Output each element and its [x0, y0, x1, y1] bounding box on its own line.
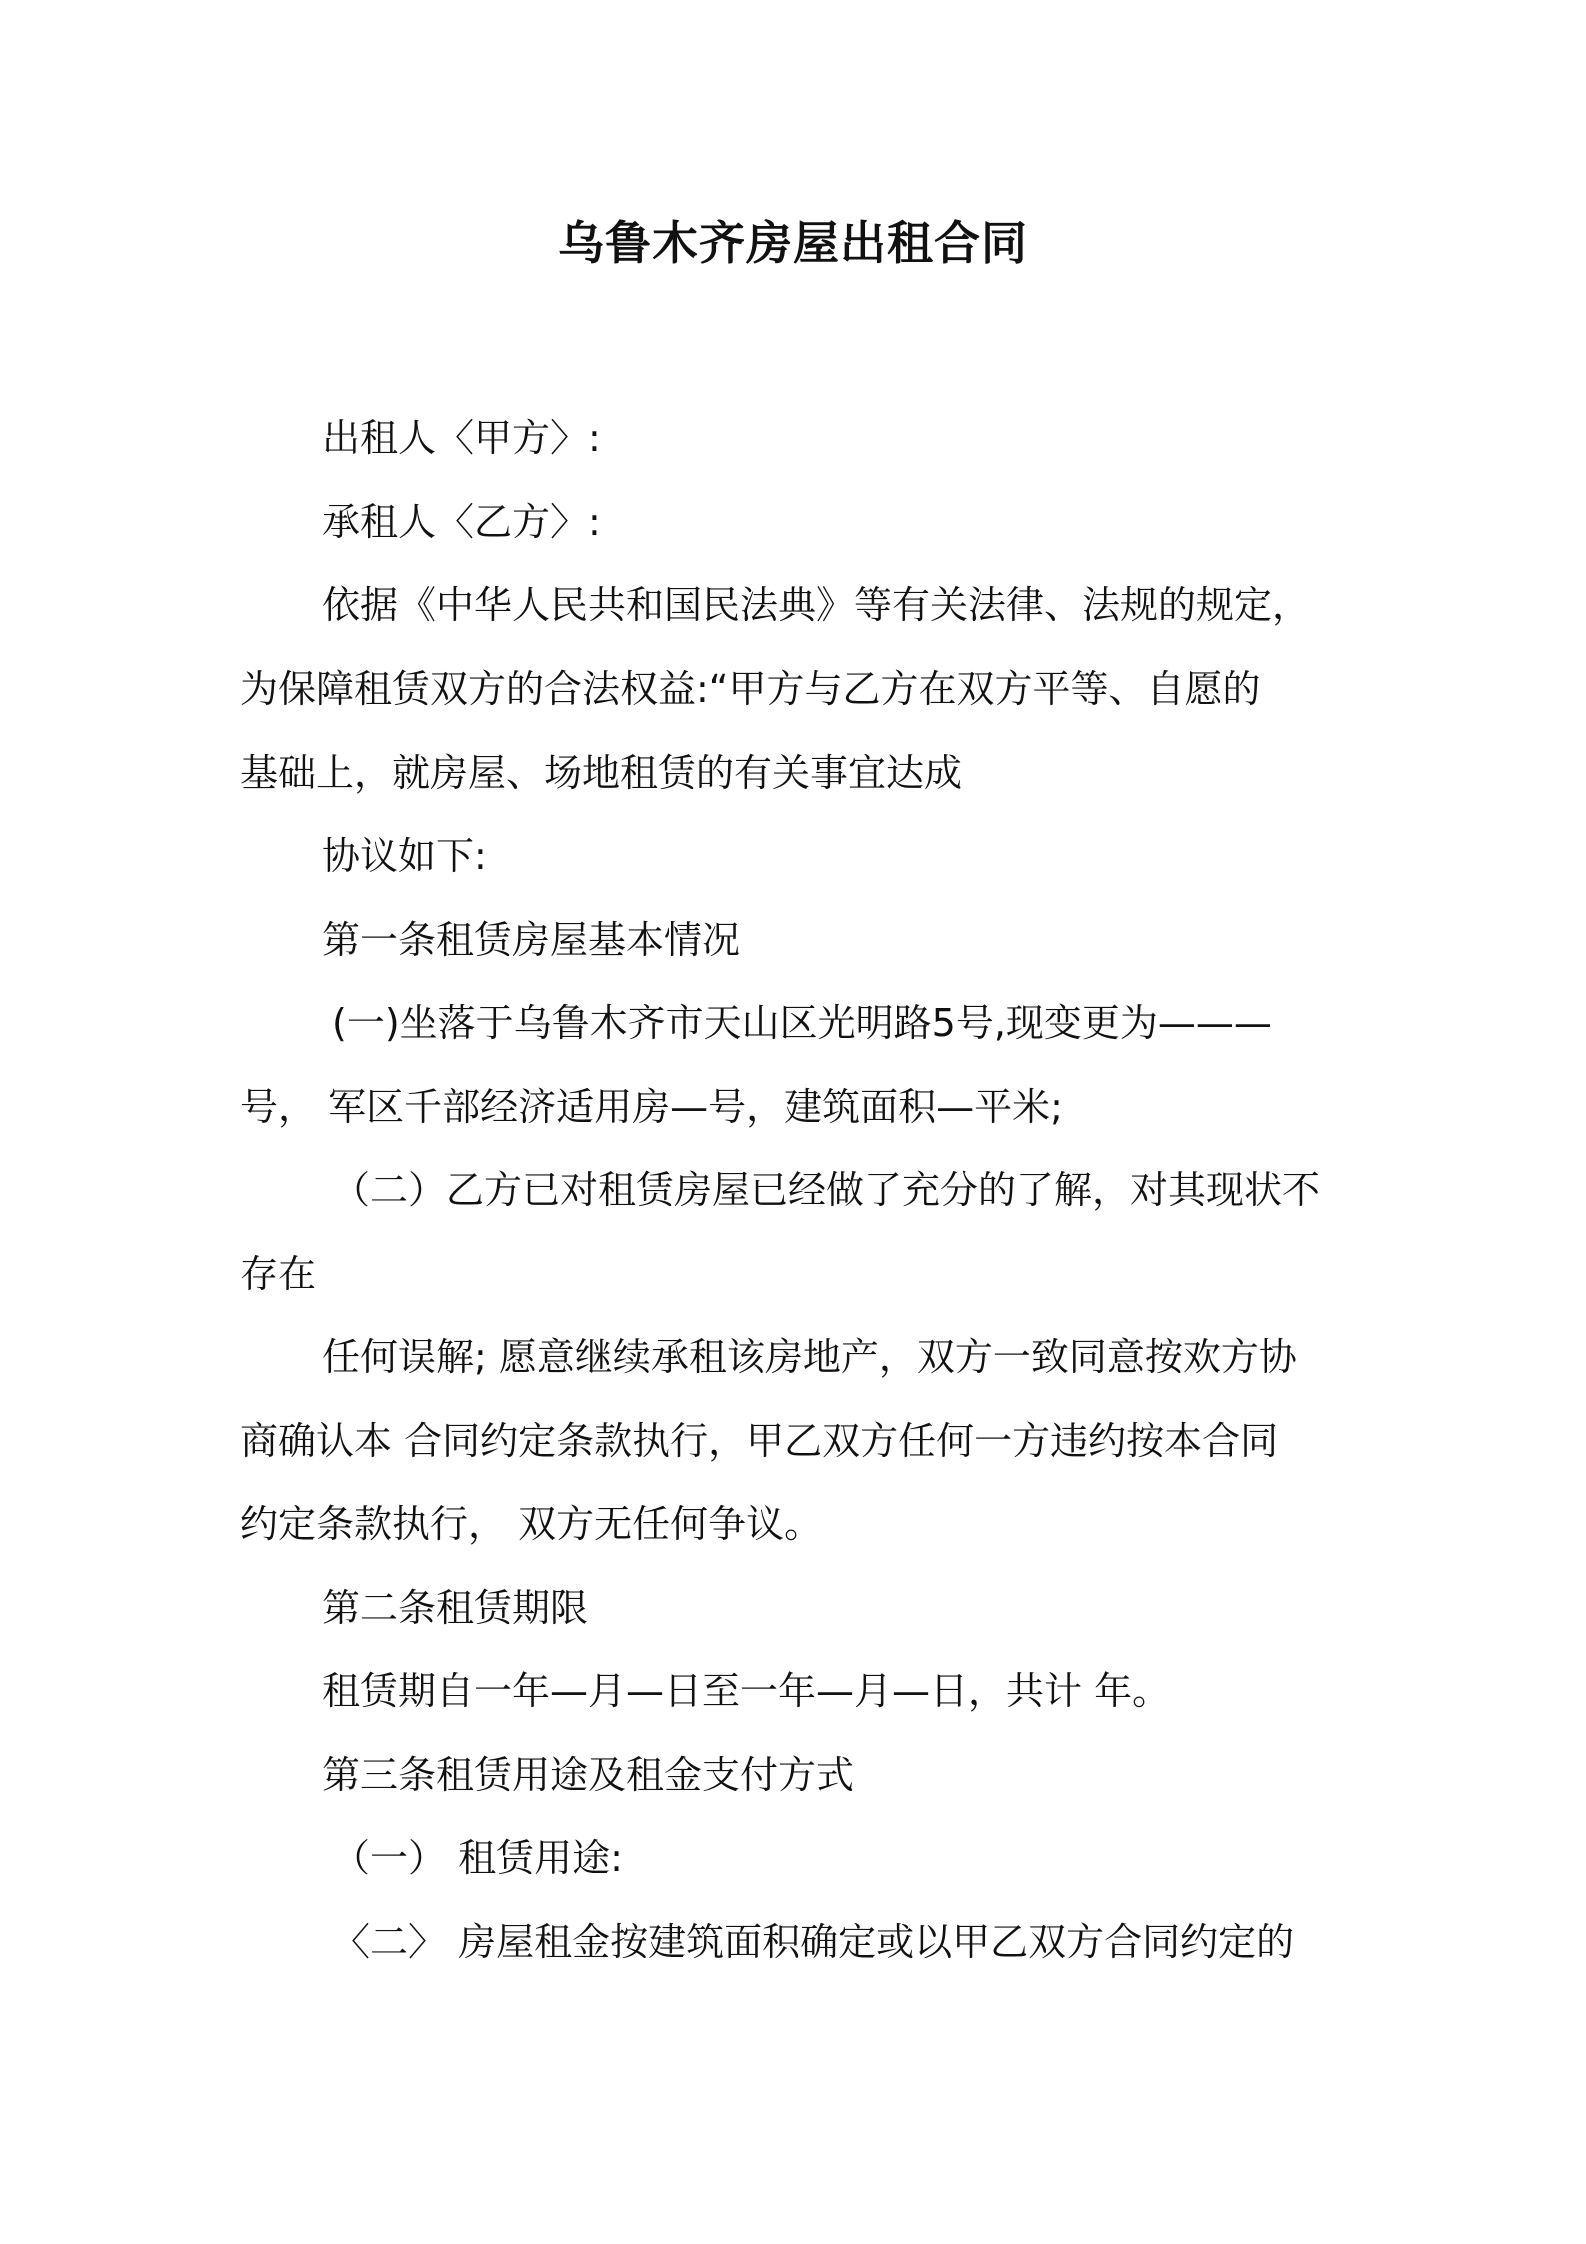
preamble-line-2: 为保障租赁双方的合法权益:“甲方与乙方在双方平等、自愿的: [240, 667, 1261, 711]
article-1-item-1-line-2: 号， 军区千部经济适用房—号，建筑面积—平米;: [240, 1085, 1063, 1129]
preamble-line-1: 依据《中华人民共和国民法典》等有关法律、法规的规定，: [322, 583, 1311, 627]
article-1-item-2-line-3: 任何误解; 愿意继续承租该房地产，双方一致同意按欢方协: [322, 1335, 1297, 1379]
article-1-item-2-line-4: 商确认本 合同约定条款执行，甲乙双方任何一方违约按本合同: [240, 1419, 1279, 1463]
article-1-item-2-line-5: 约定条款执行， 双方无任何争议。: [240, 1502, 823, 1546]
agreement-intro: 协议如下:: [322, 834, 487, 878]
article-3-item-1: （一） 租赁用途:: [332, 1836, 623, 1880]
lease-term-line: 租赁期自一年—月—日至一年—月—日，共计 年。: [322, 1669, 1171, 1713]
article-1-item-2-line-1: （二）乙方已对租赁房屋已经做了充分的了解，对其现状不: [332, 1168, 1321, 1212]
lessor-line: 出租人〈甲方〉:: [322, 416, 601, 460]
article-1-heading: 第一条租赁房屋基本情况: [322, 918, 741, 962]
lessee-line: 承租人〈乙方〉:: [322, 500, 601, 544]
preamble-line-3: 基础上，就房屋、场地租赁的有关事宜达成: [240, 751, 963, 795]
article-3-heading: 第三条租赁用途及租金支付方式: [322, 1753, 855, 1797]
article-3-item-2: 〈二〉 房屋租金按建筑面积确定或以甲乙双方合同约定的: [332, 1920, 1295, 1964]
article-2-heading: 第二条租赁期限: [322, 1586, 589, 1630]
article-1-item-1-line-1: (一)坐落于乌鲁木齐市天山区光明路5号,现变更为———: [332, 1001, 1272, 1045]
document-title: 乌鲁木齐房屋出租合同: [558, 216, 1028, 270]
article-1-item-2-line-2: 存在: [240, 1252, 317, 1296]
